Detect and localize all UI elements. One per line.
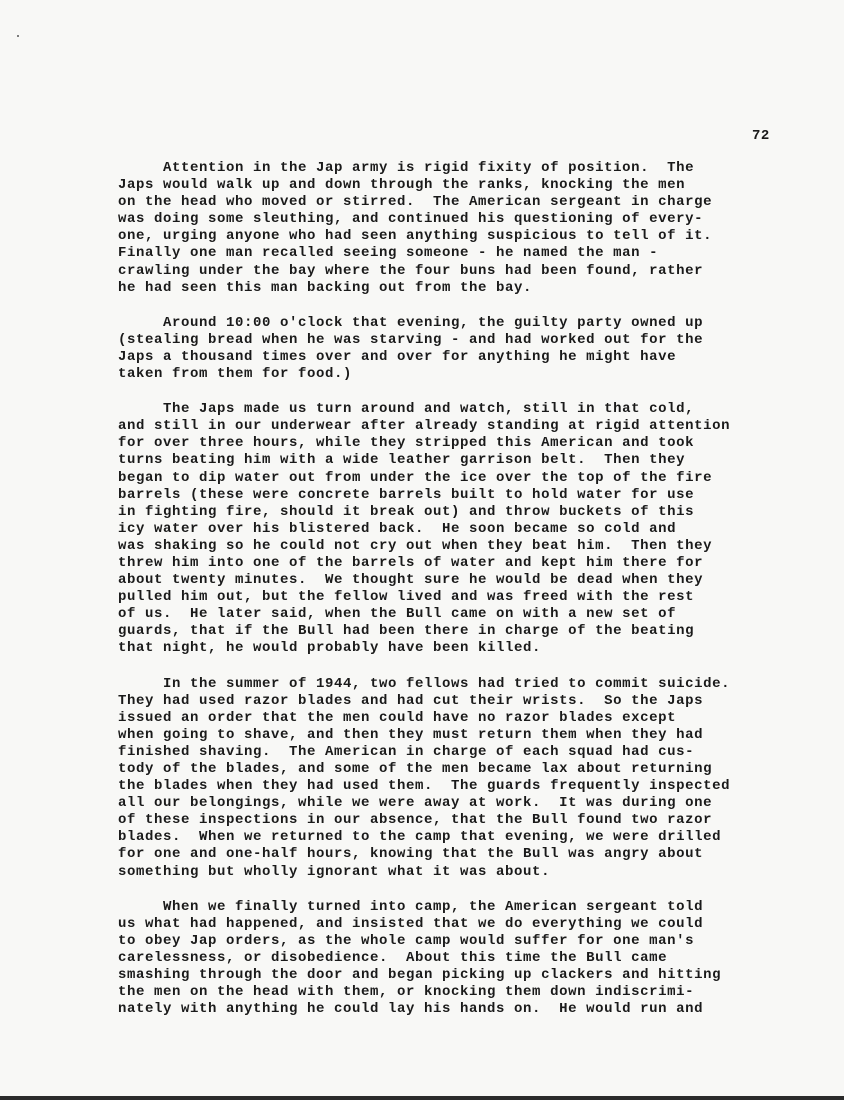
text-line: tody of the blades, and some of the men became lax about returning bbox=[118, 761, 713, 777]
text-line: issued an order that the men could have no razor blades except bbox=[118, 709, 677, 726]
text-line: threw him into one of the barrels of water and kept him there for bbox=[118, 554, 704, 571]
text-line: Around 10:00 o'clock that evening, the guilty party owned up bbox=[118, 314, 704, 331]
text-line: smashing through the door and began picking up clackers and hitting bbox=[118, 967, 722, 984]
text-line: The Japs made us turn around and watch, still in that cold, bbox=[118, 401, 695, 418]
text-line: the blades when they had used them. The guards frequently inspected bbox=[118, 778, 731, 795]
text-line: when going to shave, and then they must return them when they had bbox=[118, 726, 704, 743]
text-line: blades. When we returned to the camp that evening, we were drilled bbox=[118, 829, 722, 846]
text-line: Japs would walk up and down through the ranks, knocking the men bbox=[118, 177, 686, 194]
text-line: Finally one man recalled seeing someone - he named the man - bbox=[118, 245, 659, 262]
text-line: on the head who moved or stirred. The American sergeant in charge bbox=[118, 194, 713, 211]
text-line: something but wholly ignorant what it was about. bbox=[118, 863, 551, 880]
scan-speck bbox=[17, 35, 19, 37]
text-line: to obey Jap orders, as the whole camp would suffer for one man's bbox=[118, 932, 695, 949]
text-line: Attention in the Jap army is rigid fixity of position. The bbox=[118, 160, 695, 176]
paragraph bbox=[118, 401, 818, 657]
text-line: for one and one-half hours, knowing that the Bull was angry about bbox=[118, 846, 704, 863]
text-line: all our belongings, while we were away at work. It was during one bbox=[118, 795, 713, 812]
paragraph bbox=[118, 676, 818, 881]
text-line: one, urging anyone who had seen anything suspicious to tell of it. bbox=[118, 228, 713, 245]
scan-bottom-edge bbox=[0, 1096, 844, 1100]
text-line: pulled him out, but the fellow lived and was freed with the rest bbox=[118, 589, 695, 606]
paragraph bbox=[118, 315, 818, 383]
text-line: of us. He later said, when the Bull came on with a new set of bbox=[118, 606, 677, 623]
text-line: that night, he would probably have been killed. bbox=[118, 640, 542, 657]
text-line: the men on the head with them, or knocking them down indiscrimi- bbox=[118, 984, 695, 1001]
text-line: for over three hours, while they stripped this American and took bbox=[118, 435, 695, 452]
text-line: (stealing bread when he was starving - and had worked out for the bbox=[118, 331, 704, 348]
text-line: and still in our underwear after already standing at rigid attention bbox=[118, 418, 731, 435]
text-line: When we finally turned into camp, the American sergeant told bbox=[118, 898, 704, 915]
text-line: barrels (these were concrete barrels built to hold water for use bbox=[118, 486, 695, 503]
text-line: turns beating him with a wide leather garrison belt. Then they bbox=[118, 452, 686, 469]
text-line: They had used razor blades and had cut their wrists. So the Japs bbox=[118, 692, 704, 709]
text-line: us what had happened, and insisted that we do everything we could bbox=[118, 915, 704, 932]
text-line: he had seen this man backing out from the bay. bbox=[118, 279, 533, 296]
text-line: guards, that if the Bull had been there in charge of the beating bbox=[118, 623, 695, 640]
body-text bbox=[118, 160, 818, 1036]
text-line: Japs a thousand times over and over for anything he might have bbox=[118, 348, 677, 365]
text-line: taken from them for food.) bbox=[118, 366, 353, 383]
text-line: began to dip water out from under the ice over the top of the fire bbox=[118, 469, 713, 486]
text-line: about twenty minutes. We thought sure he would be dead when they bbox=[118, 572, 704, 589]
text-line: finished shaving. The American in charge of each squad had cus- bbox=[118, 743, 695, 760]
text-line: carelessness, or disobedience. About this time the Bull came bbox=[118, 949, 668, 966]
text-line: icy water over his blistered back. He soon became so cold and bbox=[118, 520, 677, 537]
text-line: crawling under the bay where the four buns had been found, rather bbox=[118, 262, 704, 279]
text-line: nately with anything he could lay his hands on. He would run and bbox=[118, 1001, 704, 1018]
text-line: was doing some sleuthing, and continued his questioning of every- bbox=[118, 211, 704, 228]
text-line: In the summer of 1944, two fellows had tried to commit suicide. bbox=[118, 675, 731, 692]
page-number: 72 bbox=[752, 128, 770, 144]
text-line: of these inspections in our absence, that the Bull found two razor bbox=[118, 812, 713, 829]
text-line: in fighting fire, should it break out) and throw buckets of this bbox=[118, 503, 695, 520]
paragraph bbox=[118, 160, 818, 297]
paragraph bbox=[118, 899, 818, 1019]
text-line: was shaking so he could not cry out when they beat him. Then they bbox=[118, 537, 713, 554]
